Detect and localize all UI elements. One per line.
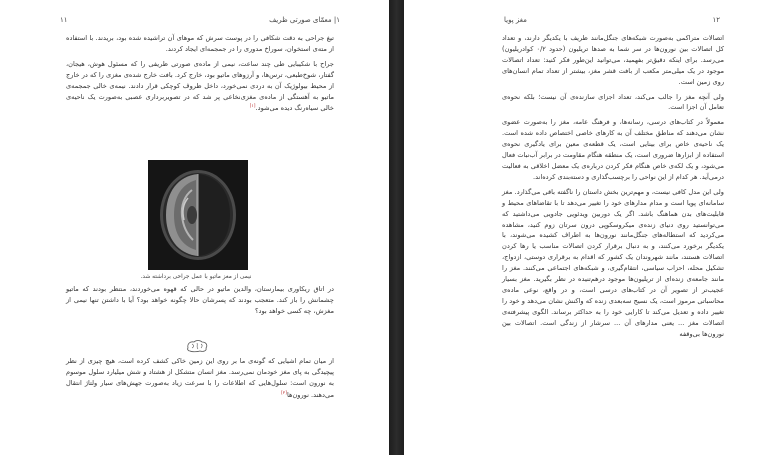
paragraph: در اتاق ریکاوری بیمارستان، والدین ماتیو در حالی که قهوه می‌خوردند، منتظر بودند که ماتیو چشمانش را باز کند. متعجب بودند که پسرشان حالا چگونه خواهد بود؟ آیا با داشتن تنها نیمی از مغزش، چه کسی خواهد بود؟ xyxy=(66,285,334,315)
footnote-marker[interactable]: [۲] xyxy=(281,390,287,396)
paragraph-text: جراح با شکیبایی طی چند ساعت، نیمی از ماده‌ی صورتی ظریفی را که مسئول هوش، هیجان، گفتار، شوخ‌طبعی، ترس‌ها، و آرزوهای ماتیو بود، خارج کرد. بافت خارج شده‌ی مغزی را که در خارج از محیط بیولوژیک آن به دردی نمی‌خورد، داخل ظروف کوچکی قرار دادند. نیمه‌ی خالی جمجمه‌ی ماتیو به آهستگی از ماده‌ی مغزی‌نخاعی پر شد که در تصویربرداری عصبی به‌صورت یک ناحیه‌ی خالی سیاه‌رنگ دیده می‌شود. xyxy=(66,59,334,113)
paragraph xyxy=(66,356,334,401)
paragraph: تیغ جراحی به دقت شکافی را در پوست سرش که موهای آن تراشیده شده بود، بریدند. با استفاده از مته‌ی استخوان، سوراخ مدوری را در جمجمه‌ای ایجاد کردند. xyxy=(66,34,334,53)
left-body-bottom xyxy=(66,356,334,405)
brain-mri-image xyxy=(148,160,248,270)
paragraph: ولی این مدل کافی نیست، و مهم‌ترین بخش داستان را ناگفته باقی می‌گذارد. مغز سامانه‌ای پویا است و مدام مدارهای خود را تغییر می‌دهد تا با تقاضاهای محیط و قابلیت‌های بدن هماهنگ باشد. اگر یک دوربین ویدئویی جادویی می‌داشتید که می‌توانستید روی دنیای زنده‌ی میکروسکوپی درون سرتان زوم کنید، مشاهده می‌کردید که استطاله‌های جنگل‌مانند نورون‌ها به اطراف کشیده می‌شوند، با یکدیگر برخورد می‌کنند، و به دنبال برقرار کردن اتصالات مناسب یا رها کردن اتصالات هستند، مانند شهروندان یک کشور که اقدام به برقراری دوستی، ازدواج، تشکیل محله، احزاب سیاسی، انتقام‌گیری، و شبکه‌های اجتماعی می‌کنند. مغز را مانند جامعه‌ی زنده‌ای از تریلیون‌ها موجود درهم‌تنیده در نظر بگیرید. مغز بسیار عجیب‌تر از تصویر آن در کتاب‌های درسی است، و در واقع، نوعی ماده‌ی محاسباتی مرموز است، یک نسیج سه‌بعدی زنده که واکنش نشان می‌دهد و خود را تغییر داده و تعدیل می‌کند تا کارایی خود را به حداکثر برساند. الگوی پیشرفته‌ی اتصالات مغز ... یعنی مدارهای آن ... سرشار از زندگی است. اتصالات بین نورون‌ها بی‌وقفه xyxy=(502,187,724,338)
paragraph: معمولاً در کتاب‌های درسی، رسانه‌ها، و فرهنگ عامه، مغز را به‌صورت عضوی نشان می‌دهند که مناطق مختلف آن به کارهای خاصی اختصاص داده شده است. یک ناحیه‌ی خاص برای بینایی است، یک قطعه‌ی معین برای یادگیری نحوه‌ی استفاده از ابزارها ضروری است، یک منطقه هنگام مقاومت در برابر آب‌نبات فعال می‌شود، و یک لکه‌ی خاص هنگام فکر کردن درباره‌ی یک معضل اخلاقی به فعالیت درمی‌آید. هر کدام از این نواحی را برچسب‌گذاری و دسته‌بندی کرده‌اند. xyxy=(502,118,724,181)
right-page-number: ۱۲ xyxy=(712,16,720,24)
left-page-header xyxy=(60,16,340,24)
right-page xyxy=(404,0,759,455)
right-running-head: مغز پویا xyxy=(504,16,527,24)
paragraph: ولی آنچه مغز را جالب می‌کند، تعداد اجزای سازنده‌ی آن نیست؛ بلکه نحوه‌ی تعامل آن اجزا است. xyxy=(502,92,724,112)
book-gutter xyxy=(389,0,404,455)
left-body-mid xyxy=(66,284,334,321)
left-page-number: ۱۱ xyxy=(60,16,68,24)
right-body xyxy=(502,33,724,343)
paragraph xyxy=(66,59,334,115)
brain-mri-figure xyxy=(148,160,248,270)
paragraph: اتصالات متراکمی به‌صورت شبکه‌های جنگل‌مانند ظریف با یکدیگر دارند، و تعداد کل اتصالات بین نورون‌ها در سر شما به صدها تریلیون (حدود ۰/۲ کوادریلیون) می‌رسد. برای اینکه دقیق‌تر بفهمید، می‌توانید این‌طور فکر کنید: تعداد اتصالات موجود در یک میلی‌متر مکعب از بافت قشر مغز، بیشتر از تعداد تمام انسان‌های روی زمین است. xyxy=(502,34,724,86)
right-page-header xyxy=(504,16,720,24)
left-running-head: ۱| معمّای صورتی ظریف xyxy=(269,16,340,24)
brain-ornament-icon xyxy=(185,338,209,352)
figure-caption: نیمی از مغز ماتیو با عمل جراحی برداشته شد. xyxy=(140,274,252,280)
footnote-marker[interactable]: [۱] xyxy=(249,104,256,110)
left-body-top xyxy=(66,33,334,119)
paragraph-text: از میان تمام اشیایی که گونه‌ی ما بر روی این زمین خاکی کشف کرده است، هیچ چیزی از نظر پیچیدگی به پای مغز خودمان نمی‌رسد. مغز انسان متشکل از هشتاد و شش میلیارد سلول موسوم به نورون است: سلول‌هایی که اطلاعات را با سرعت زیاد به‌صورت جهش‌های سیار ولتاژ انتقال می‌دهند. نورون‌ها xyxy=(66,357,334,399)
